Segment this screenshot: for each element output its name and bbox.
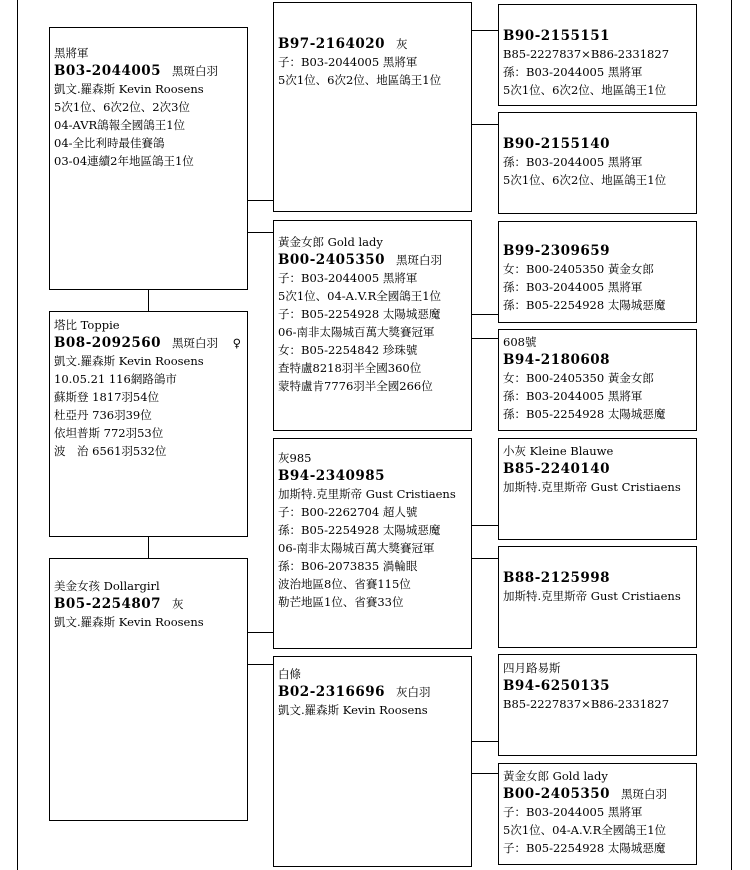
sire-line: 凱文.羅森斯 Kevin Roosens (54, 82, 204, 96)
dd-dam-name: 黃金女郎 Gold lady (503, 769, 608, 783)
dam-dam-card (273, 656, 472, 867)
ds-sire-line: 加斯特.克里斯帝 Gust Cristiaens (503, 480, 681, 494)
ss-sire-line: 孫：B03-2044005 黑將軍 (503, 65, 643, 79)
sire-line: 04-AVR鴿報全國鴿王1位 (54, 118, 186, 132)
dd-sire-card (498, 654, 697, 756)
dam-sire-name: 灰985 (278, 451, 312, 465)
sire-line: 5次1位、6次2位、2次3位 (54, 100, 190, 114)
sd-sire-line: 孫：B03-2044005 黑將軍 (503, 280, 643, 294)
sire-dam-name: 黃金女郎 Gold lady (278, 235, 383, 249)
connector-line (248, 632, 273, 633)
ss-sire-line: B85-2227837×B86-2331827 (503, 47, 670, 61)
dd-sire-ring: B94-6250135 (503, 678, 611, 694)
sd-dam-line: 孫：B05-2254928 太陽城惡魔 (503, 407, 666, 421)
ds-sire-card (498, 438, 697, 540)
dd-dam-line: 子：B05-2254928 太陽城惡魔 (503, 841, 666, 855)
ss-dam-line: 5次1位、6次2位、地區鴿王1位 (503, 173, 667, 187)
subject-sex: ♀ (232, 336, 242, 350)
connector-line (248, 200, 273, 201)
connector-line (472, 30, 498, 31)
sire-sire-color: 灰 (396, 37, 408, 51)
ss-dam-line: 孫：B03-2044005 黑將軍 (503, 155, 643, 169)
sire-line: 03-04連續2年地區鴿王1位 (54, 154, 194, 168)
page-left-rule (17, 0, 18, 870)
subject-color: 黑斑白羽 (172, 336, 219, 350)
subject-line: 依坦普斯 772羽53位 (54, 426, 164, 440)
connector-line (472, 314, 498, 315)
sire-sire-line: 5次1位、6次2位、地區鴿王1位 (278, 73, 442, 87)
dam-dam-ring: B02-2316696 (278, 684, 386, 700)
sire-ring: B03-2044005 (54, 63, 162, 79)
connector-line (472, 124, 498, 125)
dam-dam-line: 凱文.羅森斯 Kevin Roosens (278, 703, 428, 717)
dam-sire-line: 勒芒地區1位、省賽33位 (278, 595, 404, 609)
connector-line (472, 338, 498, 339)
dam-sire-line: 加斯特.克里斯帝 Gust Cristiaens (278, 487, 456, 501)
sd-sire-line: 女：B00-2405350 黃金女郎 (503, 262, 654, 276)
dam-color: 灰 (172, 597, 184, 611)
sd-dam-card (498, 329, 697, 431)
sire-dam-line: 查特盧8218羽半全國360位 (278, 361, 422, 375)
subject-line: 蘇斯登 1817羽54位 (54, 390, 160, 404)
sd-dam-ring: B94-2180608 (503, 352, 611, 368)
subject-line: 凱文.羅森斯 Kevin Roosens (54, 354, 204, 368)
dam-sire-line: 波治地區8位、省賽115位 (278, 577, 411, 591)
dam-ring: B05-2254807 (54, 596, 162, 612)
subject-card (49, 311, 248, 537)
ss-dam-ring: B90-2155140 (503, 136, 611, 152)
sire-dam-ring: B00-2405350 (278, 252, 386, 268)
dd-sire-line: B85-2227837×B86-2331827 (503, 697, 670, 711)
dd-dam-card (498, 763, 697, 865)
ds-dam-line: 加斯特.克里斯帝 Gust Cristiaens (503, 589, 681, 603)
subject-ring: B08-2092560 (54, 335, 162, 351)
sire-dam-line: 06-南非太陽城百萬大獎賽冠軍 (278, 325, 435, 339)
ds-sire-name: 小灰 Kleine Blauwe (503, 444, 614, 458)
dam-sire-line: 孫：B06-2073835 渦輪眼 (278, 559, 418, 573)
sire-sire-line: 子：B03-2044005 黑將軍 (278, 55, 418, 69)
dam-sire-line: 06-南非太陽城百萬大獎賽冠軍 (278, 541, 435, 555)
dam-name: 美金女孩 Dollargirl (54, 579, 160, 593)
dam-line: 凱文.羅森斯 Kevin Roosens (54, 615, 204, 629)
dd-dam-ring: B00-2405350 (503, 786, 611, 802)
dd-sire-name: 四月路易斯 (503, 661, 561, 675)
connector-line (472, 558, 498, 559)
connector-line (148, 290, 149, 311)
sire-name: 黑將軍 (54, 46, 89, 60)
dd-dam-line: 子：B03-2044005 黑將軍 (503, 805, 643, 819)
sire-dam-line: 5次1位、04-A.V.R全國鴿王1位 (278, 289, 442, 303)
sd-dam-line: 女：B00-2405350 黃金女郎 (503, 371, 654, 385)
sd-dam-name: 608號 (503, 335, 537, 349)
sire-color: 黑斑白羽 (172, 64, 219, 78)
sire-dam-card (273, 220, 472, 431)
sd-dam-line: 孫：B03-2044005 黑將軍 (503, 389, 643, 403)
subject-line: 波 治 6561羽532位 (54, 444, 167, 458)
ds-sire-ring: B85-2240140 (503, 461, 611, 477)
sire-dam-line: 子：B05-2254928 太陽城惡魔 (278, 307, 441, 321)
dam-sire-ring: B94-2340985 (278, 468, 386, 484)
dd-dam-line: 5次1位、04-A.V.R全國鴿王1位 (503, 823, 667, 837)
sire-dam-line: 子：B03-2044005 黑將軍 (278, 271, 418, 285)
connector-line (148, 537, 149, 558)
dd-dam-color: 黑斑白羽 (621, 787, 668, 801)
sire-dam-line: 女：B05-2254842 珍珠號 (278, 343, 418, 357)
sd-sire-line: 孫：B05-2254928 太陽城惡魔 (503, 298, 666, 312)
sire-sire-card (273, 2, 472, 212)
ss-sire-card (498, 4, 697, 106)
sire-dam-line: 蒙特盧肯7776羽半全國266位 (278, 379, 433, 393)
page-right-rule (731, 0, 732, 870)
connector-line (248, 664, 273, 665)
sire-sire-ring: B97-2164020 (278, 36, 386, 52)
subject-line: 10.05.21 116網路鴿市 (54, 372, 177, 386)
subject-name: 塔比 Toppie (54, 318, 120, 332)
dam-dam-color: 灰白羽 (396, 685, 431, 699)
sire-line: 04-全比利時最佳賽鴿 (54, 136, 165, 150)
ss-dam-card (498, 112, 697, 214)
connector-line (472, 773, 498, 774)
sd-sire-card (498, 221, 697, 323)
sire-card (49, 27, 248, 290)
dam-sire-card (273, 438, 472, 649)
sd-sire-ring: B99-2309659 (503, 243, 611, 259)
connector-line (472, 741, 498, 742)
dam-card (49, 558, 248, 821)
dam-sire-line: 子：B00-2262704 超人號 (278, 505, 418, 519)
ss-sire-line: 5次1位、6次2位、地區鴿王1位 (503, 83, 667, 97)
dam-dam-name: 白條 (278, 667, 301, 681)
ds-dam-ring: B88-2125998 (503, 570, 611, 586)
connector-line (472, 525, 498, 526)
subject-line: 杜亞丹 736羽39位 (54, 408, 152, 422)
sire-dam-color: 黑斑白羽 (396, 253, 443, 267)
ds-dam-card (498, 546, 697, 648)
connector-line (248, 232, 273, 233)
ss-sire-ring: B90-2155151 (503, 28, 611, 44)
dam-sire-line: 孫：B05-2254928 太陽城惡魔 (278, 523, 441, 537)
